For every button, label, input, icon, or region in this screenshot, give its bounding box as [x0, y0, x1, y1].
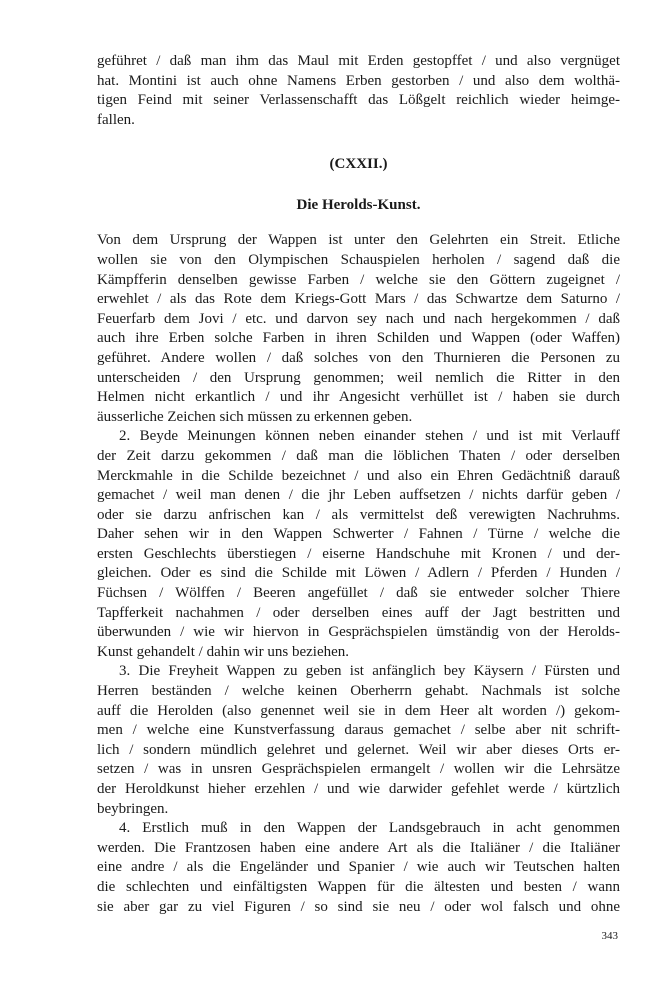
text-line: Helmen nicht erkantlich / und ihr Angesicht verhüllet ist / haben sie durch	[97, 389, 620, 406]
text-line: eine andre / als die Engeländer und Spanier / wie auch wir Teutschen halten	[97, 859, 620, 876]
text-line: auff die Herolden (also genennet weil sie in dem Heer alt worden /) gekom-	[97, 702, 620, 719]
text-line: Füchsen / Wölffen / Beeren angefüllet / daß sie entweder solcher Thiere	[97, 585, 620, 602]
text-line: der Heroldkunst hieher erzehlen / und wie darwider gefehlet werde / kürtzlich	[97, 781, 620, 797]
text-line: Herren beständen / welche keinen Oberherrn gehabt. Nachmals ist solche	[97, 683, 620, 700]
chapter-body	[97, 231, 620, 917]
text-line: fallen.	[97, 111, 135, 128]
text-line: erwehlet / als das Rote dem Kriegs-Gott Mars / das Schwartze dem Saturno /	[97, 291, 620, 308]
text-line: wollen sie von den Olympischen Schauspielen herholen / sagend daß die	[97, 251, 620, 268]
text-line: 2. Beyde Meinungen können neben einander stehen / und ist mit Verlauff	[119, 428, 620, 445]
text-line: geführet / daß man ihm das Maul mit Erden gestopffet / und also vergnüget	[97, 53, 620, 69]
text-line: Merckmahle in die Schilde bezeichnet / und also ein Ehren Gedächtniß darauß	[97, 467, 620, 484]
text-line: werden. Die Frantzosen haben eine andere Art als die Italiäner / die Italiäner	[97, 839, 620, 856]
text-line: sie aber gar zu viel Figuren / so sind sie neu / oder wol falsch und ohne	[97, 898, 620, 915]
text-line: Kämpfferin denselben gewisse Farben / welche sie den Göttern zugeignet /	[97, 271, 620, 288]
text-line: Daher sehen wir in den Wappen Schwerter / Fahnen / Türne / welche die	[97, 526, 620, 543]
text-line: ersten Geschlechts überstiegen / eiserne Handschuhe mit Kronen / und der-	[97, 545, 620, 562]
page-number: 343	[601, 930, 618, 942]
paragraph-4	[97, 819, 620, 917]
text-line: Von dem Ursprung der Wappen ist unter den Gelehrten ein Streit. Etliche	[97, 232, 620, 249]
text-line: tigen Feind mit seiner Verlassenschafft das Lößgelt reichlich wieder heimge-	[97, 92, 620, 109]
text-line: beybringen.	[97, 800, 169, 817]
chapter-title: Die Herolds-Kunst.	[296, 197, 421, 214]
text-line: Feuerfarb dem Jovi / etc. und darvon sey nach und nach hergekommen / daß	[97, 310, 620, 327]
opening-paragraph	[97, 52, 620, 130]
text-line: hat. Montini ist auch ohne Namens Erben gestorben / und also dem wolthä-	[97, 72, 620, 89]
paragraph-3	[97, 662, 620, 819]
paragraph-1	[97, 231, 620, 427]
text-line: gleichen. Oder es sind die Schilde mit Löwen / Adlern / Pferden / Hunden /	[97, 565, 620, 582]
text-line: überwunden / wie wir hiervon in Gesprächspielen ümständig von der Herolds-	[97, 624, 620, 641]
text-line: setzen / was in unsren Gesprächspielen ermangelt / wollen wir die Lehrsätze	[97, 761, 620, 778]
text-line: 3. Die Freyheit Wappen zu geben ist anfänglich bey Käysern / Fürsten und	[119, 663, 620, 680]
text-line: Kunst gehandelt / dahin wir uns beziehen.	[97, 643, 350, 660]
text-line: äusserliche Zeichen sich müssen zu erkennen geben.	[97, 408, 413, 425]
text-line: Tapfferkeit nachahmen / oder derselben eines auff der Jagt bestritten und	[97, 604, 620, 621]
text-line: der Zeit darzu gekommen / daß man die löblichen Thaten / oder derselben	[97, 447, 620, 464]
paragraph-2	[97, 427, 620, 662]
text-line: lich / sondern mündlich gelehret und gelernet. Weil wir aber dieses Orts er-	[97, 741, 620, 758]
text-line: gemachet / weil man denen / die jhr Leben auffsetzen / nichts darfür geben /	[97, 487, 620, 504]
text-line: men / welche eine Kunstverfassung daraus gemachet / selbe aber nit schrift-	[97, 722, 620, 739]
text-line: 4. Erstlich muß in den Wappen der Landsgebrauch in acht genommen	[119, 820, 620, 837]
text-line: unterscheiden / den Ursprung genommen; weil nemlich die Ritter in den	[97, 369, 620, 386]
text-line: oder sie darzu anfrischen kan / als vermittelst deß verewigten Nachruhms.	[97, 506, 620, 523]
book-page	[97, 52, 620, 917]
text-line: geführet. Andere wollen / daß solches von den Thurnieren die Personen zu	[97, 349, 620, 366]
text-line: auch ihre Erben solche Farben in ihren Schilden und Wappen (oder Waffen)	[97, 330, 620, 347]
chapter-number: (CXXII.)	[329, 156, 388, 173]
text-line: die schlechten und einfältigsten Wappen für die ältesten und besten / wann	[97, 878, 620, 895]
